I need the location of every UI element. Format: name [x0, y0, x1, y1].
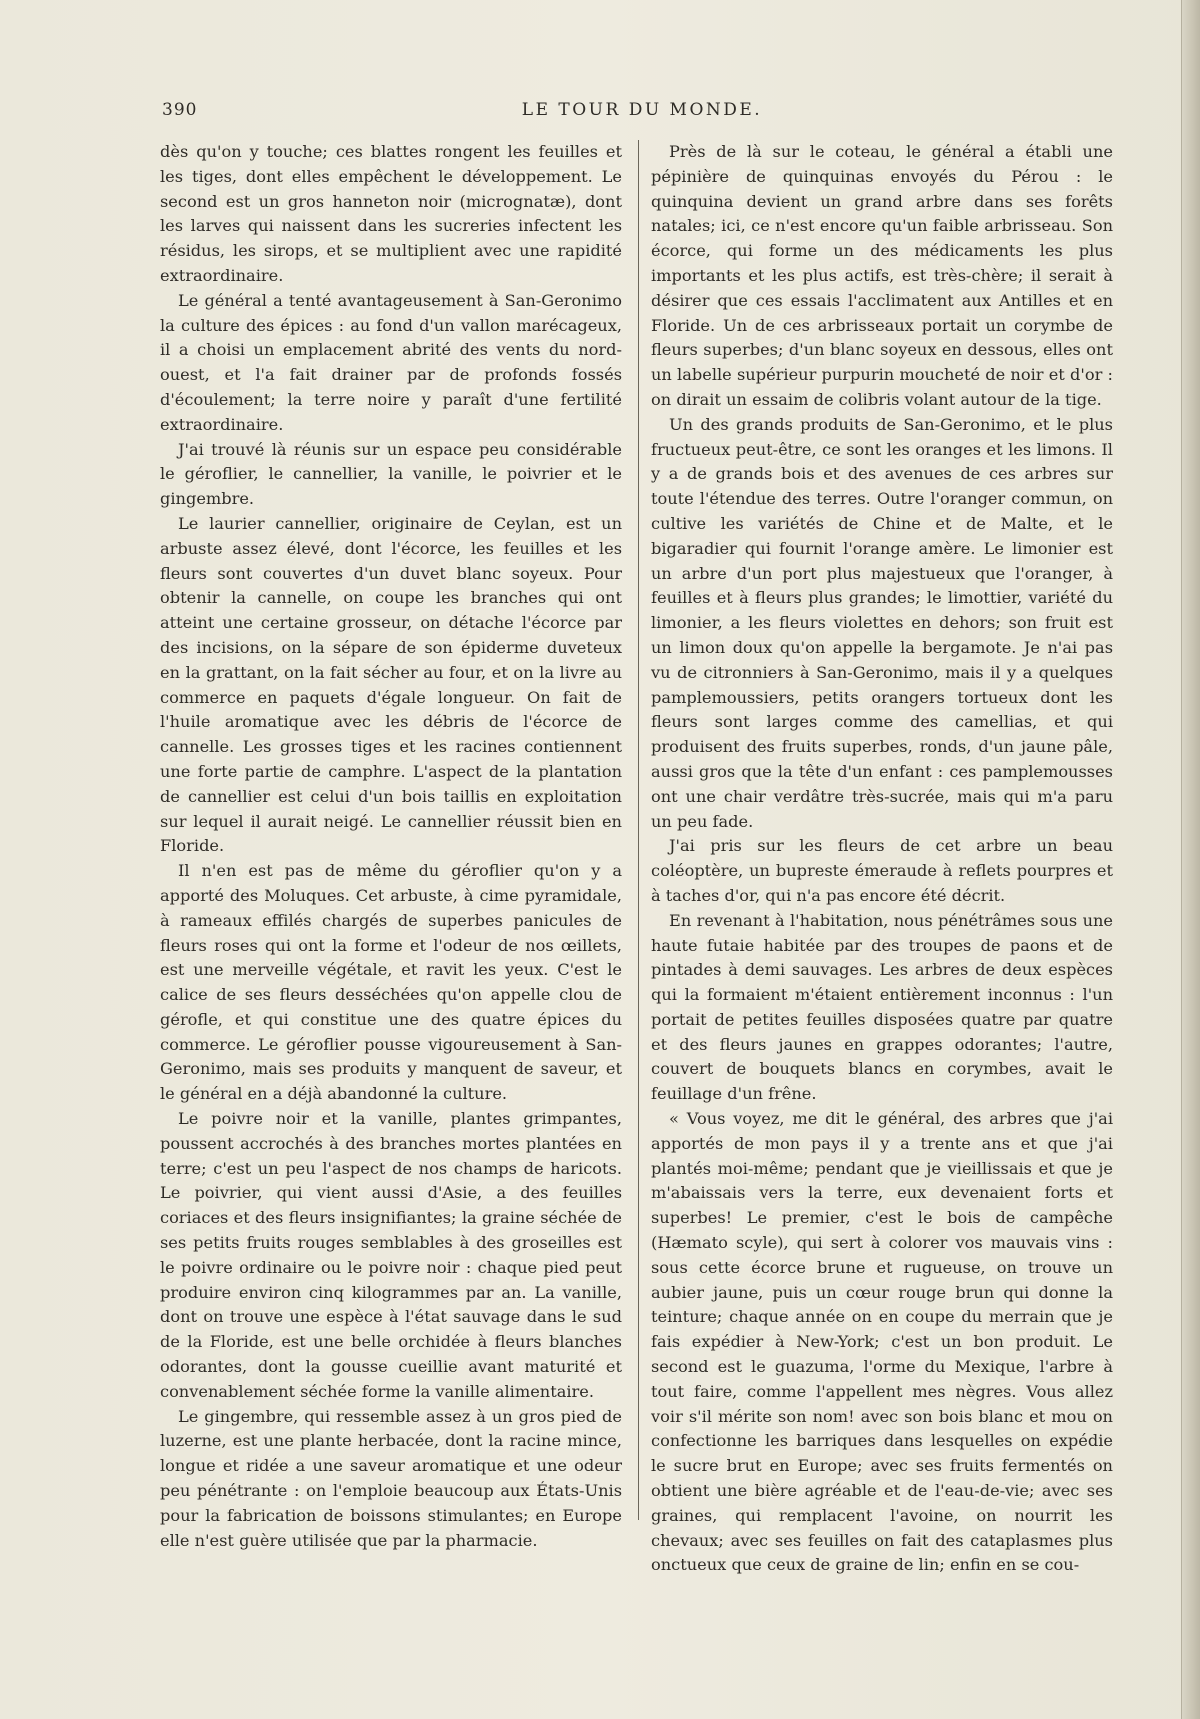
paragraph: Le poivre noir et la vanille, plantes grimpantes, poussent accrochés à des branches mortes plantées en terre; c'est un peu l'aspect de nos champs de haricots. Le poivrier, qui vient aussi d'Asie, a des feuilles coriaces et des fleurs insignifiantes; la graine séchée de ses petits fruits rouges semblables à des groseilles est le poivre ordinaire ou le poivre noir : chaque pied peut produire environ cinq kilogrammes par an. La vanille, dont on trouve une espèce à l'état sauvage dans le sud de la Floride, est une belle orchidée à fleurs blanches odorantes, dont la gousse cueillie avant maturité et convenablement séchée forme la vanille alimentaire. [160, 1109, 622, 1401]
paragraph: Le général a tenté avantageusement à San-Geronimo la culture des épices : au fond d'un vallon marécageux, il a choisi un emplacement abrité des vents du nord-ouest, et l'a fait drainer par de profonds fossés d'écoulement; la terre noire y paraît d'une fertilité extraordinaire. [160, 290, 622, 434]
paragraph: Il n'en est pas de même du géroflier qu'on y a apporté des Moluques. Cet arbuste, à cime pyramidale, à rameaux effilés chargés de superbes panicules de fleurs roses qui ont la forme et l'odeur de nos œillets, est une merveille végétale, et ravit les yeux. C'est le calice de ses fleurs desséchées qu'on appelle clou de gérofle, et qui constitue une des quatre épices du commerce. Le géroflier pousse vigoureusement à San-Geronimo, mais ses produits y manquent de saveur, et le général en a déjà abandonné la culture. [160, 861, 622, 1104]
running-head [162, 100, 1122, 126]
left-column [160, 140, 622, 1553]
paragraph: Un des grands produits de San-Geronimo, et le plus fructueux peut-être, ce sont les oranges et les limons. Il y a de grands bois et des avenues de ces arbres sur toute l'étendue des terres. Outre l'oranger commun, on cultive les variétés de Chine et de Malte, et le bigaradier qui fournit l'orange amère. Le limonier est un arbre d'un port plus majestueux que l'oranger, à feuilles et à fleurs plus grandes; le limottier, variété du limonier, a les fleurs violettes en dehors; son fruit est un limon doux qu'on appelle la bergamote. Je n'ai pas vu de citronniers à San-Geronimo, mais il y a quelques pamplemoussiers, petits orangers tortueux dont les fleurs sont larges comme des camellias, et qui produisent des fruits superbes, ronds, d'un jaune pâle, aussi gros que la tête d'un enfant : ces pamplemousses ont une chair verdâtre très-sucrée, mais qui m'a paru un peu fade. [651, 414, 1113, 831]
right-column [651, 140, 1113, 1578]
paragraph: Près de là sur le coteau, le général a établi une pépinière de quinquinas envoyés du Pérou : le quinquina devient un grand arbre dans ses forêts natales; ici, ce n'est encore qu'un faible arbrisseau. Son écorce, qui forme un des médicaments les plus importants et les plus actifs, est très-chère; il serait à désirer que ces essais l'acclimatent aux Antilles et en Floride. Un de ces arbrisseaux portait un corymbe de fleurs superbes; d'un blanc soyeux en dessous, elles ont un labelle supérieur purpurin moucheté de noir et d'or : on dirait un essaim de colibris volant autour de la tige. [651, 142, 1113, 409]
header-title: LE TOUR DU MONDE. [521, 100, 763, 120]
page-edge [1181, 0, 1200, 1719]
paragraph: J'ai pris sur les fleurs de cet arbre un beau coléoptère, un bupreste émeraude à reflets pourpres et à taches d'or, qui n'a pas encore été décrit. [651, 836, 1113, 905]
paragraph: « Vous voyez, me dit le général, des arbres que j'ai apportés de mon pays il y a trente ans et que j'ai plantés moi-même; pendant que je vieillissais et que je m'abaissais vers la terre, eux devenaient forts et superbes! Le premier, c'est le bois de campêche (Hæmato scyle), qui sert à colorer vos mauvais vins : sous cette écorce brune et rugueuse, on trouve un aubier jaune, puis un cœur rouge brun qui donne la teinture; chaque année on en coupe du merrain que je fais expédier à New-York; c'est un bon produit. Le second est le guazuma, l'orme du Mexique, l'arbre à tout faire, comme l'appellent mes nègres. Vous allez voir s'il mérite son nom! avec son bois blanc et mou on confectionne les barriques dans lesquelles on expédie le sucre brut en Europe; avec ses fruits fermentés on obtient une bière agréable et de l'eau-de-vie; avec ses graines, qui remplacent l'avoine, on nourrit les chevaux; avec ses feuilles on fait des cataplasmes plus onctueux que ceux de graine de lin; enfin en se cou- [651, 1109, 1113, 1575]
paragraph: J'ai trouvé là réunis sur un espace peu considérable le géroflier, le cannellier, la vanille, le poivrier et le gingembre. [160, 439, 622, 509]
page-number: 390 [162, 100, 198, 120]
paragraph: En revenant à l'habitation, nous pénétrâmes sous une haute futaie habitée par des troupes de paons et de pintades à demi sauvages. Les arbres de deux espèces qui la formaient m'étaient entièrement inconnus : l'un portait de petites feuilles disposées quatre par quatre et des fleurs jaunes en grappes odorantes; l'autre, couvert de bouquets blancs en corymbes, avait le feuillage d'un frêne. [651, 910, 1113, 1104]
column-rule [638, 140, 639, 1520]
paragraph: Le gingembre, qui ressemble assez à un gros pied de luzerne, est une plante herbacée, dont la racine mince, longue et ridée a une saveur aromatique et une odeur peu pénétrante : on l'emploie beaucoup aux États-Unis pour la fabrication de boissons stimulantes; en Europe elle n'est guère utilisée que par la pharmacie. [160, 1406, 622, 1550]
paragraph: Le laurier cannellier, originaire de Ceylan, est un arbuste assez élevé, dont l'écorce, les feuilles et les fleurs sont couvertes d'un duvet blanc soyeux. Pour obtenir la cannelle, on coupe les branches qui ont atteint une certaine grosseur, on détache l'écorce par des incisions, on la sépare de son épiderme duveteux en la grattant, on la fait sécher au four, et on la livre au commerce en paquets d'égale longueur. On fait de l'huile aromatique avec les débris de l'écorce de cannelle. Les grosses tiges et les racines contiennent une forte partie de camphre. L'aspect de la plantation de cannellier est celui d'un bois taillis en exploitation sur lequel il aurait neigé. Le cannellier réussit bien en Floride. [160, 513, 622, 856]
paragraph: dès qu'on y touche; ces blattes rongent les feuilles et les tiges, dont elles empêchent le développement. Le second est un gros hanneton noir (micrognatæ), dont les larves qui naissent dans les sucreries infectent les résidus, les sirops, et se multiplient avec une rapidité extraordinaire. [160, 142, 622, 285]
